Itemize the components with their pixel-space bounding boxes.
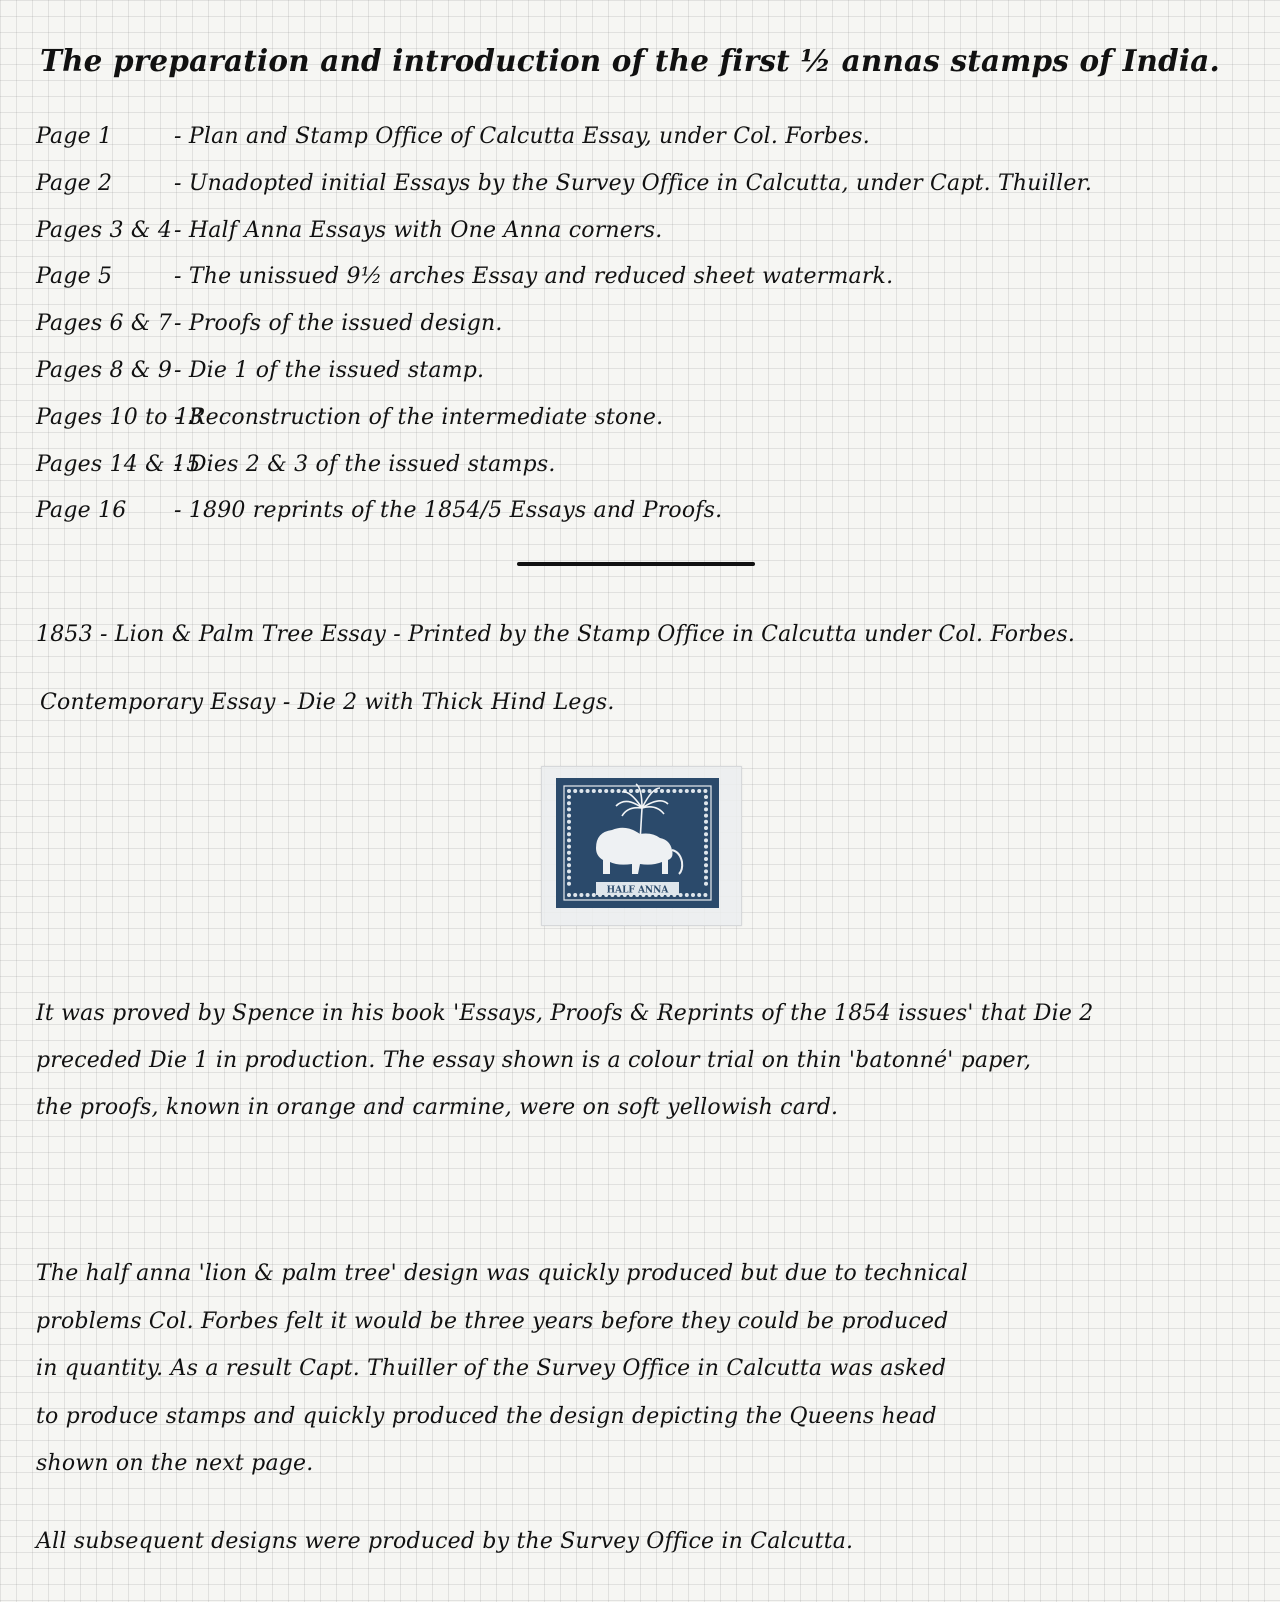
stamp-border-dot (672, 789, 676, 793)
contents-page-ref: Pages 3 & 4 (36, 217, 173, 243)
paragraph-line: preceded Die 1 in production. The essay shown is a colour trial on thin 'batonné' paper, (36, 1048, 1032, 1073)
contents-row (36, 452, 1256, 499)
contents-row (36, 171, 1256, 218)
contents-row (36, 405, 1256, 452)
page-title: The preparation and introduction of the first ½ annas stamps of India. (40, 44, 1220, 79)
stamp-border-dot (586, 893, 590, 897)
paragraph-line: in quantity. As a result Capt. Thuiller of the Survey Office in Calcutta was asked (36, 1356, 947, 1381)
stamp-border-dot (567, 832, 571, 836)
paragraph-spence (36, 990, 1094, 1131)
contents-description: - Unadopted initial Essays by the Survey Office in Calcutta, under Capt. Thuiller. (174, 170, 1093, 196)
stamp-border-dot (704, 857, 708, 861)
stamp-border-dot (579, 893, 583, 897)
contents-row (36, 358, 1256, 405)
stamp-border-dot (567, 851, 571, 855)
stamp-border-dot (691, 789, 695, 793)
stamp-border-dot (704, 826, 708, 830)
contents-description: - Half Anna Essays with One Anna corners. (174, 217, 663, 243)
stamp-border-dot (641, 789, 645, 793)
stamp-border-dot (629, 789, 633, 793)
stamp-border-dot (704, 876, 708, 880)
paragraph-line: shown on the next page. (36, 1451, 314, 1476)
contents-row (36, 498, 1256, 545)
stamp-border-dot (679, 893, 683, 897)
stamp-border-dot (567, 826, 571, 830)
stamp-border-dot (573, 789, 577, 793)
stamp-border-dot (704, 869, 708, 873)
stamp-border-dot (567, 820, 571, 824)
stamp-border-dot (567, 795, 571, 799)
contents-description: - Reconstruction of the intermediate stone. (174, 404, 664, 430)
contents-page-ref: Page 2 (36, 170, 113, 196)
stamp-border-dot (704, 882, 708, 886)
stamp-mount (541, 766, 742, 926)
stamp-border-dot (660, 789, 664, 793)
stamp-border-dot (567, 869, 571, 873)
contents-description: - Dies 2 & 3 of the issued stamps. (174, 451, 556, 477)
paragraph-line: It was proved by Spence in his book 'Essays, Proofs & Reprints of the 1854 issues' that Die 2 (36, 1001, 1094, 1026)
contents-page-ref: Page 1 (36, 124, 113, 149)
stamp-border-dot (704, 814, 708, 818)
paragraph-survey-office: All subsequent designs were produced by the Survey Office in Calcutta. (36, 1529, 854, 1554)
contents-description: - Proofs of the issued design. (174, 311, 503, 337)
stamp-border-dot (691, 893, 695, 897)
stamp-border-dot (567, 845, 571, 849)
paragraph-line: the proofs, known in orange and carmine, were on soft yellowish card. (36, 1095, 839, 1120)
contents-page-ref: Pages 14 & 15 (36, 451, 201, 477)
stamp-border-dot (685, 789, 689, 793)
stamp-border-dot (666, 789, 670, 793)
stamp-border-dot (610, 789, 614, 793)
stamp-border-dot (704, 838, 708, 842)
stamp-border-dot (573, 893, 577, 897)
stamp-border-dot (679, 789, 683, 793)
paragraph-forbes (36, 1250, 968, 1488)
stamp-border-dot (617, 789, 621, 793)
stamp-border-dot (704, 851, 708, 855)
essay-heading: 1853 - Lion & Palm Tree Essay - Printed by the Stamp Office in Calcutta under Col. Forbes. (36, 622, 1076, 647)
paragraph-line: The half anna 'lion & palm tree' design was quickly produced but due to technical (36, 1261, 968, 1286)
contents-page-ref: Page 5 (36, 264, 113, 290)
stamp-border-dot (567, 789, 571, 793)
stamp-border-dot (567, 801, 571, 805)
contents-description: - 1890 reprints of the 1854/5 Essays and Proofs. (174, 498, 723, 524)
contents-description: - The unissued 9½ arches Essay and reduced sheet watermark. (174, 264, 894, 290)
stamp-border-dot (567, 882, 571, 886)
lion-palm-stamp-image (556, 778, 719, 908)
paragraph-line: problems Col. Forbes felt it would be three years before they could be produced (36, 1308, 949, 1334)
stamp-border-dot (704, 807, 708, 811)
contents-row (36, 218, 1256, 265)
contents-row (36, 264, 1256, 311)
stamp-border-dot (579, 789, 583, 793)
stamp-border-dot (604, 789, 608, 793)
section-divider (517, 562, 755, 566)
stamp-border-dot (567, 807, 571, 811)
essay-subheading: Contemporary Essay - Die 2 with Thick Hind Legs. (40, 690, 615, 715)
contents-page-ref: Pages 6 & 7 (36, 311, 173, 337)
contents-description: - Die 1 of the issued stamp. (174, 357, 485, 383)
stamp-border-dot (703, 789, 707, 793)
contents-page-ref: Pages 8 & 9 (36, 357, 173, 383)
stamp-border-dot (567, 863, 571, 867)
contents-row (36, 124, 1256, 171)
contents-page-ref: Page 16 (36, 498, 127, 524)
stamp-border-dot (697, 789, 701, 793)
stamp-border-dot (704, 845, 708, 849)
stamp-border-dot (567, 893, 571, 897)
stamp-border-dot (703, 893, 707, 897)
stamp-border-dot (704, 795, 708, 799)
stamp-border-dot (586, 789, 590, 793)
stamp-border-dot (592, 893, 596, 897)
stamp-caption: HALF ANNA (606, 885, 669, 896)
paragraph-line: to produce stamps and quickly produced the design depicting the Queens head (36, 1403, 937, 1429)
stamp-border-dot (592, 789, 596, 793)
stamp-border-dot (635, 789, 639, 793)
stamp-border-dot (685, 893, 689, 897)
contents-row (36, 311, 1256, 358)
contents-description: - Plan and Stamp Office of Calcutta Essay, under Col. Forbes. (174, 124, 870, 149)
stamp-border-dot (704, 820, 708, 824)
stamp-border-dot (704, 863, 708, 867)
stamp-border-dot (567, 857, 571, 861)
stamp-border-dot (704, 801, 708, 805)
contents-page-ref: Pages 10 to 13 (36, 404, 204, 430)
stamp-border-dot (567, 876, 571, 880)
stamp-border-dot (567, 838, 571, 842)
contents-list (36, 124, 1256, 545)
stamp-border-dot (598, 789, 602, 793)
stamp-border-dot (704, 832, 708, 836)
stamp-border-dot (697, 893, 701, 897)
stamp-border-dot (567, 814, 571, 818)
